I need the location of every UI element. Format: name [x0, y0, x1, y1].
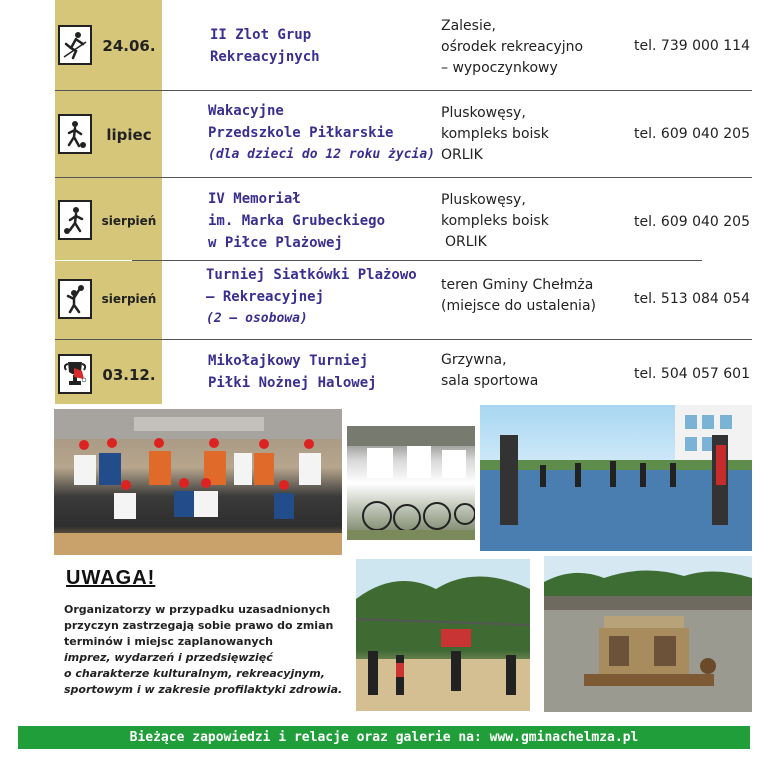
- event-date: lipiec: [106, 126, 152, 144]
- footer-text: Bieżące zapowiedzi i relacje oraz galerie na: www.gminachelmza.pl: [129, 730, 639, 745]
- event-phone: tel. 739 000 114: [634, 38, 750, 54]
- row-divider: [132, 260, 702, 261]
- row-divider: [55, 339, 752, 340]
- photo-beach-volleyball: [356, 559, 530, 711]
- event-date: 24.06.: [102, 37, 156, 55]
- row-divider: [55, 177, 752, 178]
- event-phone: tel. 504 057 601: [634, 366, 750, 382]
- event-date: 03.12.: [102, 366, 156, 384]
- football-player-icon: [58, 200, 92, 240]
- event-title: Mikołajkowy Turniej Piłki Nożnej Halowej: [208, 353, 377, 391]
- football-player-icon: [58, 114, 92, 154]
- row-divider: [55, 90, 752, 91]
- notice-heading: UWAGA!: [66, 567, 156, 589]
- event-date: sierpień: [101, 214, 157, 228]
- santa-trophy-icon: [58, 354, 92, 394]
- photo-football-team: [54, 409, 342, 555]
- photo-boat-race: [544, 556, 752, 712]
- notice-text: Organizatorzy w przypadku uzasadnionych przyczyn zastrzegają sobie prawo do zmian terminów i miejsc zaplanowanych imprez, wydarzeń i przedsięwzięć o charakterze kulturalnym, rekreacyjnym, sportowym i w zakresie profilaktyki zdrowia.: [64, 603, 343, 696]
- event-place: Zalesie, ośrodek rekreacyjno – wypoczynkowy: [441, 18, 584, 76]
- event-place: Pluskowęsy, kompleks boisk ORLIK: [441, 105, 549, 163]
- event-title: IV Memoriał im. Marka Grubeckiego w Piłce Plażowej: [208, 191, 386, 251]
- photo-cyclists: [347, 426, 475, 540]
- skier-icon: [58, 25, 92, 65]
- event-title: Wakacyjne Przedszkole Piłkarskie (dla dzieci do 12 roku życia): [208, 103, 435, 162]
- event-title: II Zlot Grup Rekreacyjnych: [210, 27, 320, 65]
- event-phone: tel. 513 084 054: [634, 291, 750, 307]
- photo-outdoor-exercise: [480, 405, 752, 551]
- event-phone: tel. 609 040 205: [634, 214, 750, 230]
- event-place: teren Gminy Chełmża (miejsce do ustalenia): [441, 277, 596, 314]
- volleyball-player-icon: [58, 279, 92, 319]
- event-title: Turniej Siatkówki Plażowo – Rekreacyjnej (2 – osobowa): [206, 267, 417, 326]
- event-date: sierpień: [101, 292, 157, 306]
- event-place: Grzywna, sala sportowa: [441, 352, 539, 389]
- event-phone: tel. 609 040 205: [634, 126, 750, 142]
- footer-banner: [18, 726, 750, 749]
- event-place: Pluskowęsy, kompleks boisk ORLIK: [441, 192, 549, 250]
